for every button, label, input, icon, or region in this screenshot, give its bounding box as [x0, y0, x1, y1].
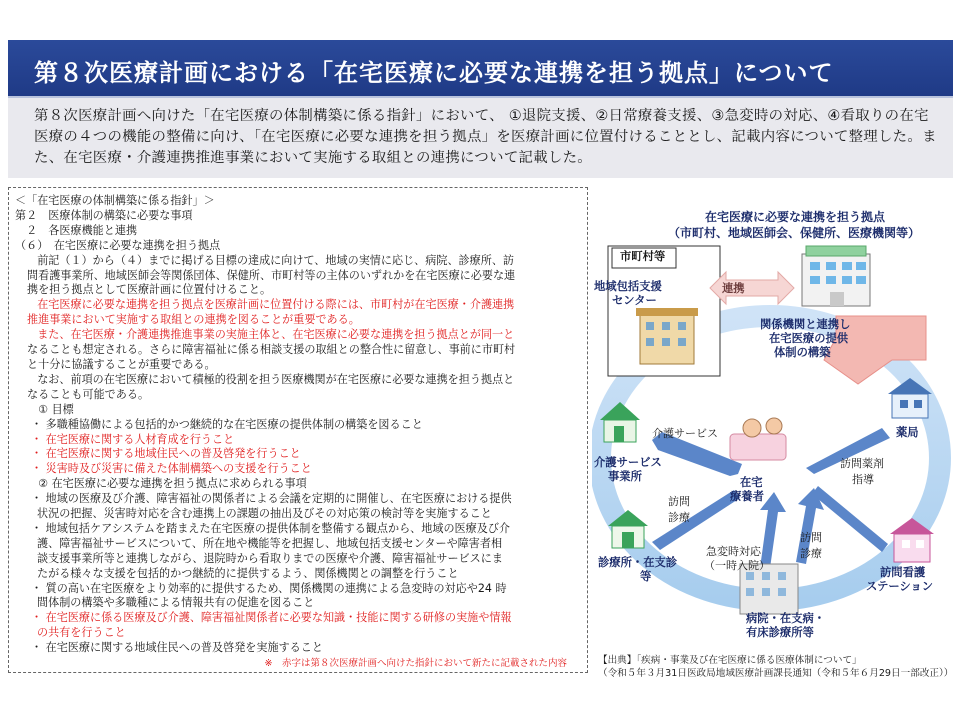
source-citation — [598, 654, 953, 680]
guideline-line: 談支援事業所等と連携しながら、退院時から看取りまでの医療や介護、障害福祉サービスにま — [37, 551, 503, 565]
guideline-line: 携を担う拠点として医療計画に位置付けること。 — [27, 283, 272, 297]
municipality-label: 市町村等 — [620, 250, 666, 263]
hub-building-icon — [802, 246, 870, 306]
nursing-label-1: 訪問看護 — [880, 566, 926, 579]
nursing-label-2: ステーション — [866, 580, 934, 593]
guideline-line: 間体制の構築や多職種による情報共有の促進を図ること — [37, 596, 315, 610]
guideline-line: ② 在宅医療に必要な連携を担う拠点に求められる事項 — [27, 477, 307, 491]
guideline-box — [8, 187, 588, 673]
hospital-label-2: 有床診療所等 — [746, 626, 814, 639]
visit-med-label-2b: 診療 — [800, 547, 822, 560]
visit-med-label-1a: 訪問 — [668, 495, 690, 508]
source-line-1: 【出典】「疾病・事業及び在宅医療に係る医療体制について」 — [598, 655, 862, 666]
guideline-line: ・ 在宅医療に関する人材育成を行うこと — [31, 432, 235, 446]
guideline-line: ・ 質の高い在宅医療をより効率的に提供するため、関係機関の連携による急変時の対応や24 時 — [31, 581, 507, 595]
red-text-note: ※ 赤字は第８次医療計画へ向けた指針において新たに記載された内容 — [264, 658, 567, 670]
link-label: 連携 — [722, 282, 745, 295]
visit-pharm-label-1: 訪問薬剤 — [840, 457, 884, 470]
emergency-label-1: 急変時対応 — [706, 545, 761, 558]
hospital-label-1: 病院・在支病・ — [746, 612, 826, 625]
clinic-label-1: 診療所・在支診 — [598, 556, 678, 569]
guideline-line: 護、障害福祉サービスについて、所在地や機能等を把握し、地域包括支援センターや障害者相 — [37, 536, 503, 550]
intro-box — [8, 98, 953, 178]
guideline-line: ① 目標 — [27, 402, 74, 416]
patient-label-1: 在宅 — [740, 476, 763, 489]
guideline-line: 在宅医療に必要な連携を担う拠点を医療計画に位置付ける際には、市町村が在宅医療・介護連携 — [15, 298, 515, 312]
visit-med-label-1b: 診療 — [668, 511, 690, 524]
support-center-label-2: センター — [612, 294, 657, 307]
guideline-lines — [15, 194, 583, 672]
guideline-line: ・ 地域の医療及び介護、障害福祉の関係者による会議を定期的に開催し、在宅医療における提供 — [31, 492, 512, 506]
pink-arrow-label-2: 在宅医療の提供 — [769, 332, 849, 345]
guideline-line: 問看護事業所、地域医師会等関係団体、保健所、市町村等の主体のいずれかを在宅医療に必要な連 — [27, 268, 516, 282]
guideline-line: たがる様々な支援を包括的かつ継続的に提供するよう、関係機関との調整を行うこと — [37, 566, 459, 580]
guideline-line: 状況の把握、災害時対応を含む連携上の課題の抽出及びその対応策の検討等を実施すること — [37, 507, 492, 521]
support-center-label-1: 地域包括支援 — [594, 280, 662, 293]
care-office-label-1: 介護サービス — [594, 456, 662, 469]
page-title: 第８次医療計画における「在宅医療に必要な連携を担う拠点」について — [34, 59, 834, 87]
care-service-label: 介護サービス — [652, 427, 718, 440]
source-line-2: （令和５年３月31日医政局地域医療計画課長通知（令和５年６月29日一部改正）） — [598, 668, 954, 679]
guideline-line: ・ 多職種協働による包括的かつ継続的な在宅医療の提供体制の構築を図ること — [31, 417, 423, 431]
guideline-line: なることも可能である。 — [27, 387, 150, 401]
guideline-line: なることも想定される。さらに障害福祉に係る相談支援の取組との整合性に留意し、事前に市町村 — [27, 343, 516, 357]
care-office-label-2: 事業所 — [608, 470, 642, 483]
pharmacy-label: 薬局 — [896, 426, 919, 439]
clinic-label-2: 等 — [640, 570, 652, 583]
guideline-line: ・ 災害時及び災害に備えた体制構築への支援を行うこと — [31, 462, 312, 476]
guideline-line: の共有を行うこと — [37, 626, 126, 640]
guideline-line: なお、前項の在宅医療において積極的役割を担う医療機関が在宅医療に必要な連携を担う拠点と — [15, 372, 515, 386]
pink-arrow-label-1: 関係機関と連携し — [760, 318, 851, 331]
guideline-line: ・ 在宅医療に関する地域住民への普及啓発を実施すること — [31, 641, 323, 655]
visit-med-label-2a: 訪問 — [800, 531, 822, 544]
hub-title-1: 在宅医療に必要な連携を担う拠点 — [705, 210, 886, 224]
pink-arrow-label-3: 体制の構築 — [774, 346, 831, 359]
visit-pharm-label-2: 指導 — [852, 473, 874, 486]
guideline-line: （６） 在宅医療に必要な連携を担う拠点 — [15, 238, 221, 252]
guideline-line: 推進事業において実施する取組との連携を図ることが重要である。 — [27, 313, 360, 327]
title-bar — [8, 40, 953, 96]
hub-title-2: （市町村、地域医師会、保健所、医療機関等） — [668, 226, 921, 240]
guideline-line: ・ 地域包括ケアシステムを踏まえた在宅医療の提供体制を整備する観点から、地域の医療及び介 — [31, 521, 511, 535]
emergency-label-2: （一時入院） — [704, 559, 770, 572]
guideline-line: ・ 在宅医療に関する地域住民への普及啓発を行うこと — [31, 447, 301, 461]
guideline-line: と十分に協議することが重要である。 — [27, 357, 216, 371]
patient-label-2: 療養者 — [730, 490, 764, 503]
guideline-line: ・ 在宅医療に係る医療及び介護、障害福祉関係者に必要な知識・技能に関する研修の実施や情報 — [31, 611, 512, 625]
intro-text: 第８次医療計画へ向けた「在宅医療の体制構築に係る指針」において、 ①退院支援、②日常療養支援、③急変時の対応、④看取りの在宅医療の４つの機能の整備に向け、「在宅医療に必要な連携を担う拠点」を医療計画に位置付けることとし、記載内容について整理した。また、在宅医療・介護連携推進事業において実施する取組との連携について記載した。 — [34, 108, 937, 166]
guideline-line: 前記（１）から（４）までに掲げる目標の達成に向けて、地域の実情に応じ、病院、診療所、訪 — [15, 253, 515, 267]
guideline-line: 第２ 医療体制の構築に必要な事項 — [15, 208, 193, 222]
guideline-line: また、在宅医療・介護連携推進事業の実施主体と、在宅医療に必要な連携を担う拠点とが同一と — [15, 328, 515, 342]
guideline-line: ＜「在宅医療の体制構築に係る指針」＞ — [15, 194, 215, 207]
support-center-icon — [636, 308, 698, 364]
guideline-line: ２ 各医療機能と連携 — [15, 223, 138, 237]
